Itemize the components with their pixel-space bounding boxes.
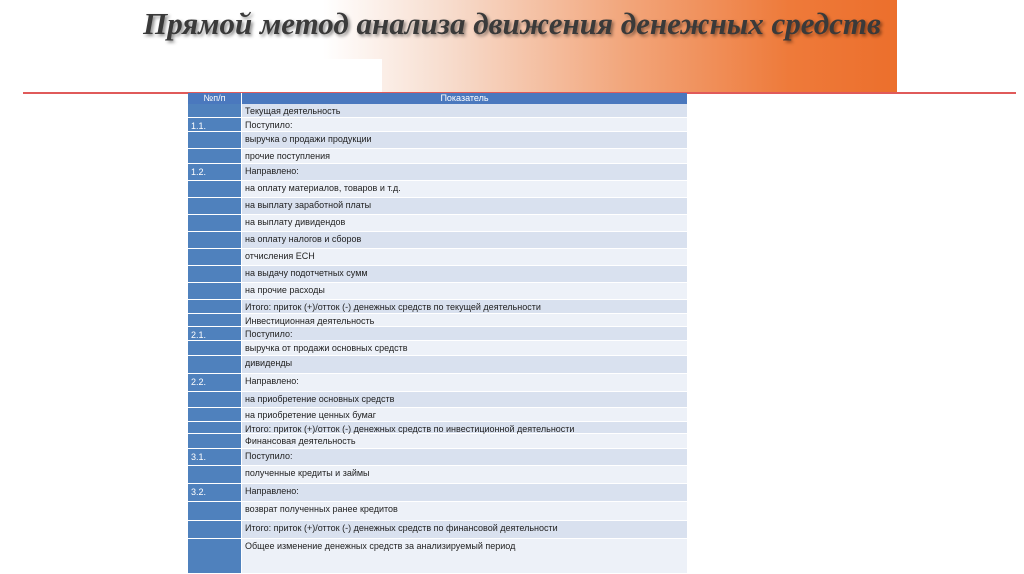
table-row <box>188 104 687 118</box>
table-row <box>188 502 687 521</box>
row-number: 2.2. <box>188 374 242 392</box>
row-label: на выплату дивидендов <box>242 215 687 232</box>
row-number <box>188 502 242 521</box>
row-label: Инвестиционная деятельность <box>242 314 687 327</box>
row-number <box>188 104 242 118</box>
table-row <box>188 118 687 132</box>
row-label: выручка от продажи основных средств <box>242 341 687 356</box>
table-row <box>188 283 687 300</box>
table-row <box>188 314 687 327</box>
table-row <box>188 341 687 356</box>
table-row <box>188 327 687 341</box>
table-row <box>188 449 687 466</box>
table-row <box>188 484 687 502</box>
row-number <box>188 341 242 356</box>
row-number <box>188 392 242 408</box>
row-number: 1.2. <box>188 164 242 181</box>
row-label: на оплату материалов, товаров и т.д. <box>242 181 687 198</box>
row-number <box>188 466 242 484</box>
row-number <box>188 215 242 232</box>
table-row <box>188 164 687 181</box>
table-row <box>188 215 687 232</box>
row-label: на прочие расходы <box>242 283 687 300</box>
row-label: Направлено: <box>242 484 687 502</box>
row-label: на приобретение основных средств <box>242 392 687 408</box>
table-row <box>188 374 687 392</box>
table-row <box>188 181 687 198</box>
row-label: возврат полученных ранее кредитов <box>242 502 687 521</box>
row-number <box>188 181 242 198</box>
row-label: полученные кредиты и займы <box>242 466 687 484</box>
table-row <box>188 434 687 449</box>
row-label: Направлено: <box>242 164 687 181</box>
row-label: Направлено: <box>242 374 687 392</box>
row-number <box>188 198 242 215</box>
table-row <box>188 300 687 314</box>
table-row <box>188 149 687 164</box>
row-label: Итого: приток (+)/отток (-) денежных средств по финансовой деятельности <box>242 521 687 539</box>
row-label: на оплату налогов и сборов <box>242 232 687 249</box>
row-label: Итого: приток (+)/отток (-) денежных средств по инвестиционной деятельности <box>242 422 687 434</box>
row-label: Текущая деятельность <box>242 104 687 118</box>
row-number: 2.1. <box>188 327 242 341</box>
row-number <box>188 132 242 149</box>
table-row <box>188 408 687 422</box>
row-number <box>188 434 242 449</box>
row-label: прочие поступления <box>242 149 687 164</box>
row-label: Итого: приток (+)/отток (-) денежных средств по текущей деятельности <box>242 300 687 314</box>
row-number <box>188 422 242 434</box>
row-number <box>188 314 242 327</box>
table-row <box>188 466 687 484</box>
table-row <box>188 132 687 149</box>
cashflow-table <box>188 93 687 574</box>
row-number <box>188 539 242 574</box>
row-label: Поступило: <box>242 449 687 466</box>
row-label: дивиденды <box>242 356 687 374</box>
table-row <box>188 232 687 249</box>
table-header <box>188 93 687 104</box>
row-number: 3.1. <box>188 449 242 466</box>
row-number <box>188 300 242 314</box>
row-label: отчисления ЕСН <box>242 249 687 266</box>
row-label: Финансовая деятельность <box>242 434 687 449</box>
row-number: 3.2. <box>188 484 242 502</box>
row-label: на выдачу подотчетных сумм <box>242 266 687 283</box>
row-number <box>188 249 242 266</box>
row-label: на приобретение ценных бумаг <box>242 408 687 422</box>
table-row <box>188 249 687 266</box>
header-indicator: Показатель <box>440 93 489 103</box>
row-label: Поступило: <box>242 118 687 132</box>
row-label: Поступило: <box>242 327 687 341</box>
table-row <box>188 539 687 574</box>
row-number <box>188 232 242 249</box>
header-num: №п/п <box>188 93 242 104</box>
row-number <box>188 356 242 374</box>
row-number <box>188 521 242 539</box>
banner-white-block <box>301 59 382 93</box>
table-row <box>188 392 687 408</box>
row-label: выручка о продажи продукции <box>242 132 687 149</box>
row-number <box>188 408 242 422</box>
slide-title: Прямой метод анализа движения денежных средств <box>143 6 881 41</box>
row-number: 1.1. <box>188 118 242 132</box>
row-number <box>188 266 242 283</box>
table-row <box>188 356 687 374</box>
row-number <box>188 283 242 300</box>
row-label: Общее изменение денежных средств за анализируемый период <box>242 539 687 574</box>
table-row <box>188 266 687 283</box>
row-number <box>188 149 242 164</box>
table-row <box>188 422 687 434</box>
table-row <box>188 198 687 215</box>
table-row <box>188 521 687 539</box>
row-label: на выплату заработной платы <box>242 198 687 215</box>
